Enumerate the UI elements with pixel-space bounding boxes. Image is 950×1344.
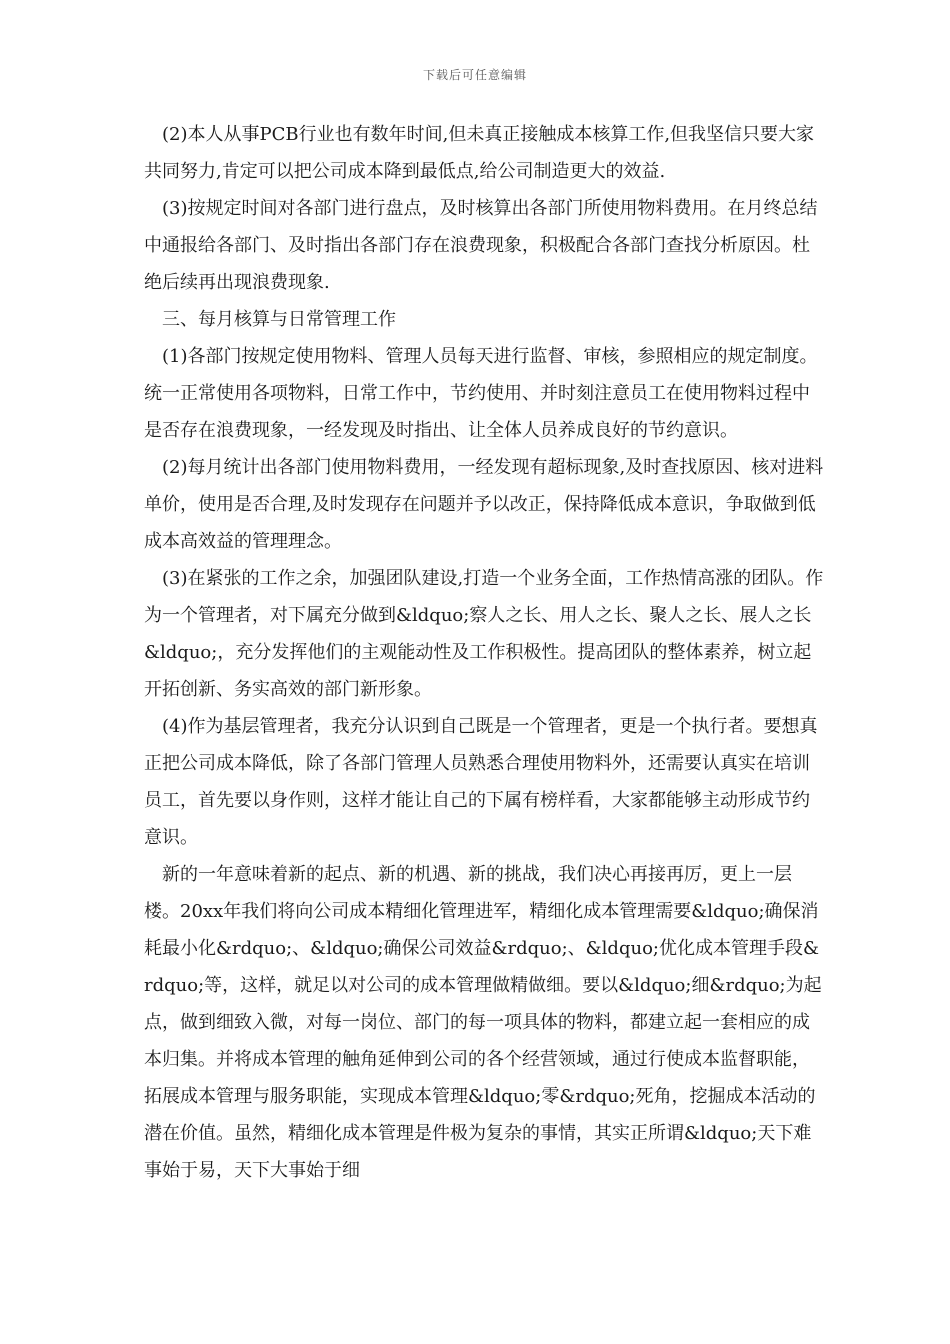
paragraph-material-usage: (1)各部门按规定使用物料、管理人员每天进行监督、审核，参照相应的规定制度。统一正常使用各项物料，日常工作中，节约使用、并时刻注意员工在使用物料过程中是否存在浪费现象，一经发现及时指出、让全体人员养成良好的节约意识。 (144, 346, 818, 441)
paragraph-monthly-statistics: (2)每月统计出各部门使用物料费用，一经发现有超标现象,及时查找原因、核对进料单价，使用是否合理,及时发现存在问题并予以改正，保持降低成本意识，争取做到低成本高效益的管理理念。 (144, 457, 824, 552)
paragraph-inventory-check: (3)按规定时间对各部门进行盘点，及时核算出各部门所使用物料费用。在月终总结中通报给各部门、及时指出各部门存在浪费现象，积极配合各部门查找分析原因。杜绝后续再出现浪费现象. (144, 198, 818, 293)
paragraph-pcb-experience: (2)本人从事PCB行业也有数年时间,但未真正接触成本核算工作,但我坚信只要大家共同努力,肯定可以把公司成本降到最低点,给公司制造更大的效益. (144, 124, 815, 182)
document-body (144, 116, 824, 1189)
paragraph-manager-role: (4)作为基层管理者，我充分认识到自己既是一个管理者，更是一个执行者。要想真正把公司成本降低，除了各部门管理人员熟悉合理使用物料外，还需要认真实在培训员工，首先要以身作则，这样才能让自己的下属有榜样看，大家都能够主动形成节约意识。 (144, 716, 818, 848)
section-heading-3: 三、每月核算与日常管理工作 (162, 309, 396, 330)
paragraph-new-year-goals: 新的一年意味着新的起点、新的机遇、新的挑战，我们决心再接再厉，更上一层楼。20xx年我们将向公司成本精细化管理进军，精细化成本管理需要&ldquo;确保消耗最小化&rdquo;、&ldquo;确保公司效益&rdquo;、&ldquo;优化成本管理手段&rdquo;等，这样，就足以对公司的成本管理做精做细。要以&ldquo;细&rdquo;为起点，做到细致入微，对每一岗位、部门的每一项具体的物料，都建立起一套相应的成本归集。并将成本管理的触角延伸到公司的各个经营领域，通过行使成本监督职能，拓展成本管理与服务职能，实现成本管理&ldquo;零&rdquo;死角，挖掘成本活动的潜在价值。虽然，精细化成本管理是件极为复杂的事情，其实正所谓&ldquo;天下难事始于易，天下大事始于细 (144, 864, 822, 1181)
paragraph-team-building: (3)在紧张的工作之余，加强团队建设,打造一个业务全面，工作热情高涨的团队。作为一个管理者，对下属充分做到&ldquo;察人之长、用人之长、聚人之长、展人之长&ldquo;，充分发挥他们的主观能动性及工作积极性。提高团队的整体素养，树立起开拓创新、务实高效的部门新形象。 (144, 568, 824, 700)
page-header: 下载后可任意编辑 (422, 68, 527, 82)
